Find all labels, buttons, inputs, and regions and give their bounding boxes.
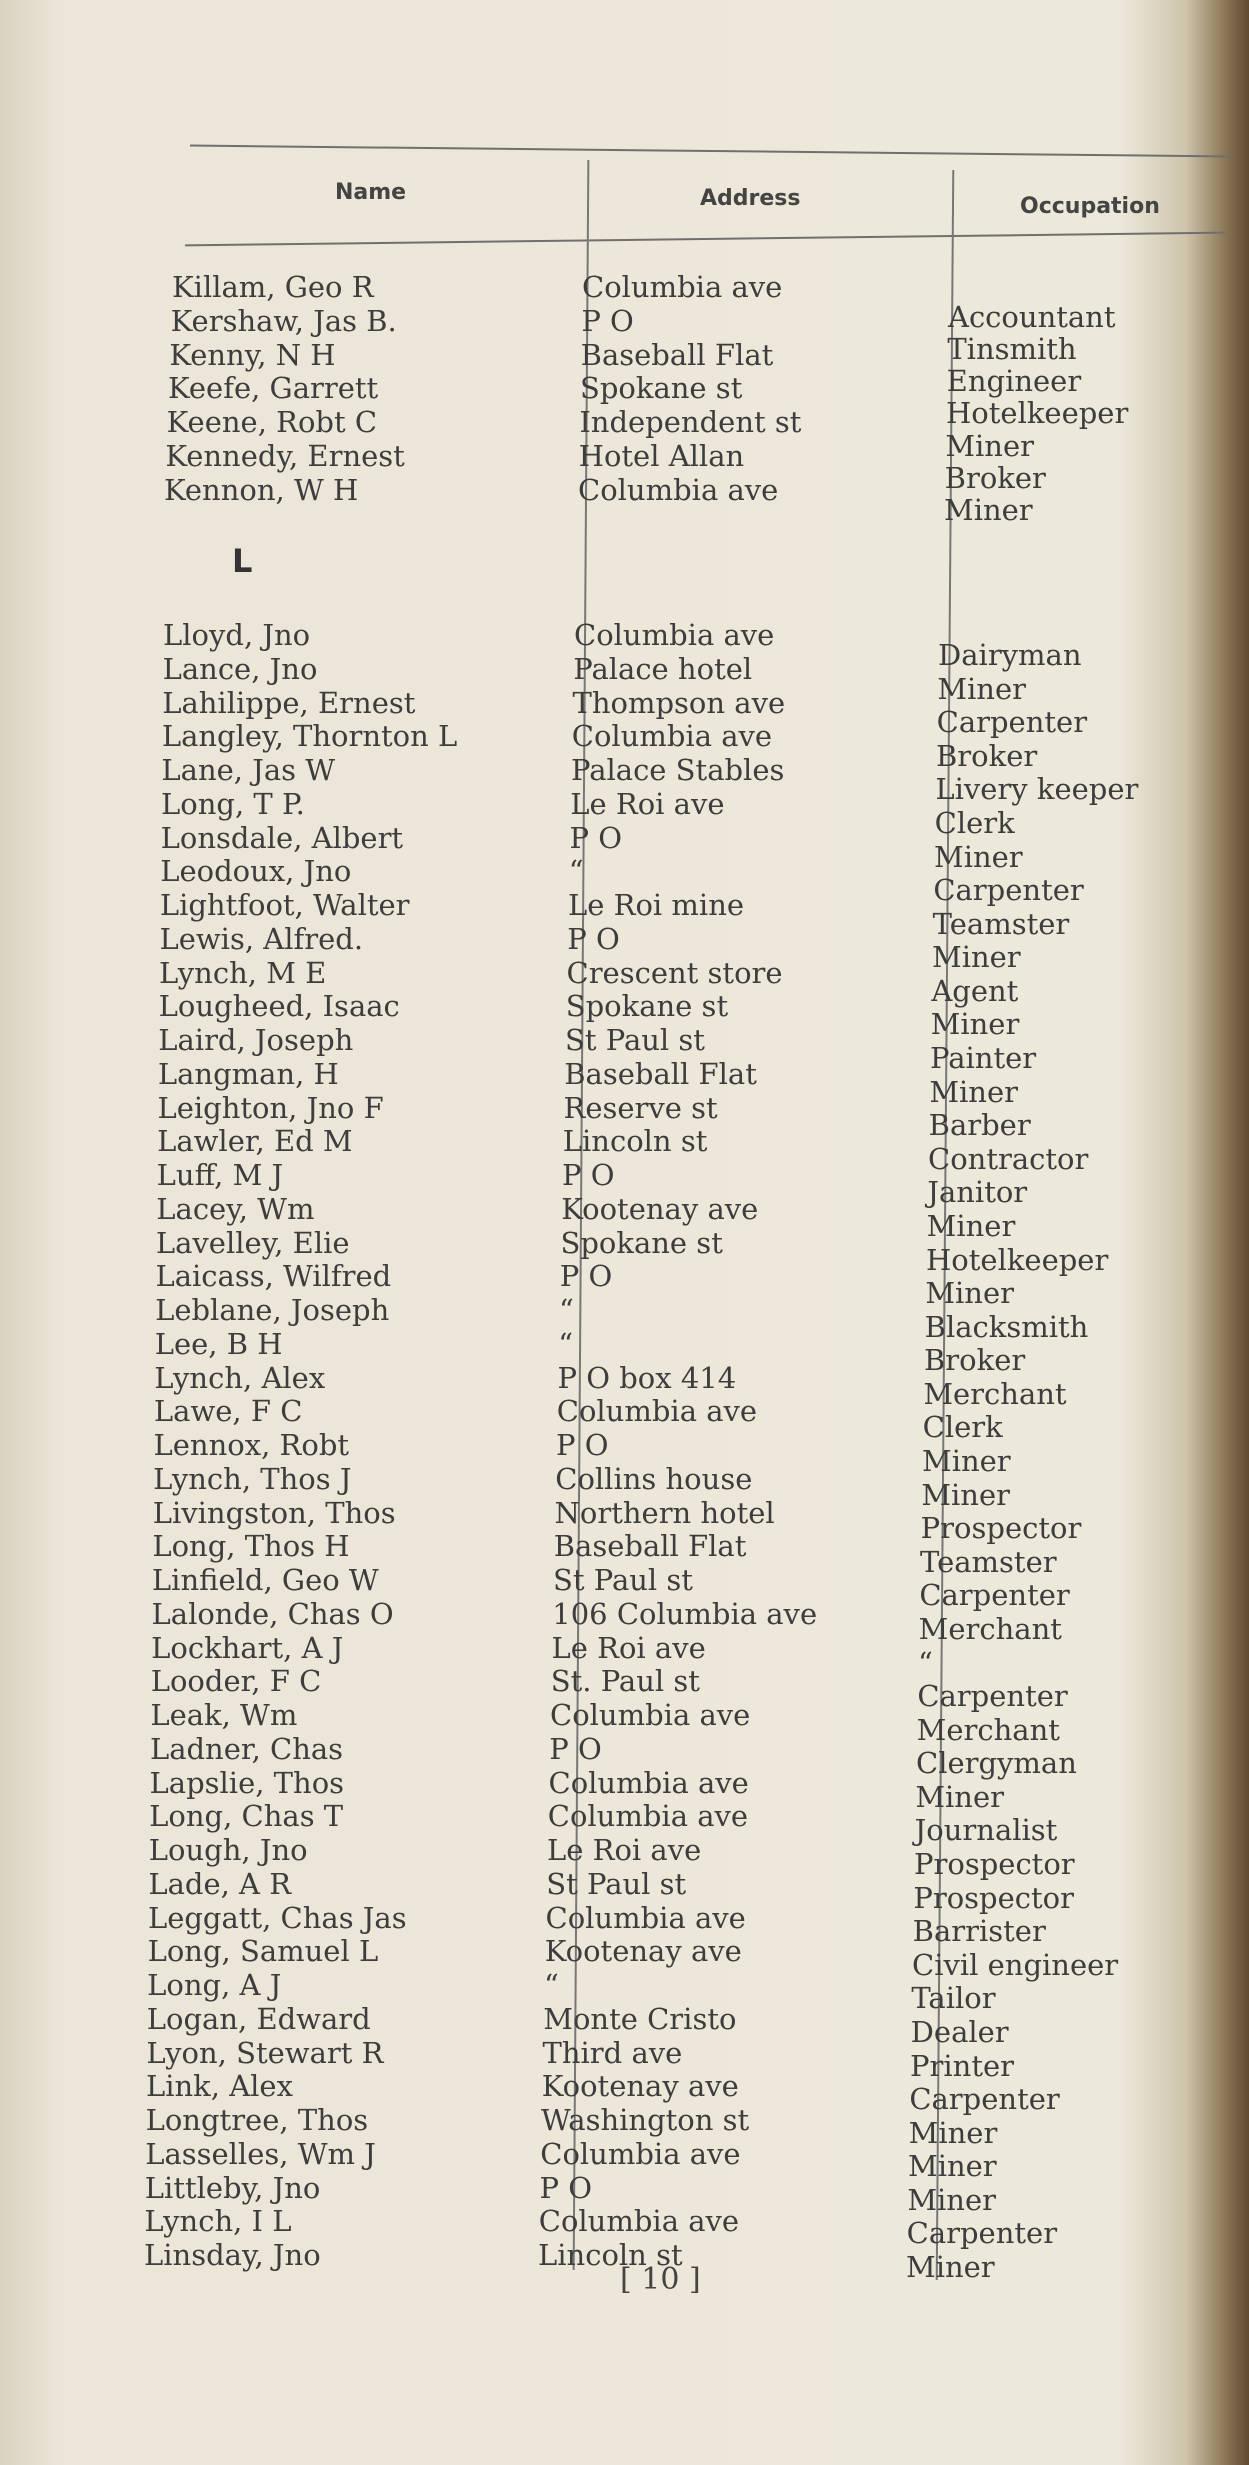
entry-occupation: Miner <box>907 2182 996 2217</box>
entry-address: Palace Stables <box>571 753 785 787</box>
entry-name: Laicass, Wilfred <box>155 1259 392 1294</box>
entry-name: Lawler, Ed M <box>157 1124 353 1159</box>
entry-name: Kennon, W H <box>164 472 359 507</box>
entry-address: Columbia ave <box>550 1698 751 1732</box>
entry-occupation: Tinsmith <box>947 332 1077 367</box>
entry-address: Columbia ave <box>545 1900 746 1935</box>
entry-occupation: Merchant <box>923 1376 1067 1411</box>
entry-address: St Paul st <box>546 1866 687 1901</box>
entry-name: Ladner, Chas <box>149 1731 344 1766</box>
entry-address: P O box 414 <box>557 1360 737 1395</box>
column-header-occupation: Occupation <box>1020 194 1160 219</box>
entry-address: St Paul st <box>553 1563 693 1597</box>
entry-occupation: Merchant <box>916 1712 1060 1747</box>
entry-address: Columbia ave <box>538 2204 740 2239</box>
entry-occupation: Miner <box>921 1477 1010 1512</box>
entry-address: Kootenay ave <box>541 2069 739 2104</box>
entry-address: Baseball Flat <box>580 337 774 372</box>
directory-row <box>0 2170 1249 2217</box>
entry-address: Kootenay ave <box>561 1191 759 1226</box>
entry-occupation: Hotelkeeper <box>926 1242 1109 1277</box>
entry-occupation: Prospector <box>920 1511 1082 1546</box>
directory-row <box>0 1698 1249 1747</box>
entry-occupation: Miner <box>945 428 1034 463</box>
entry-occupation: Miner <box>929 1074 1018 1109</box>
entry-occupation: Miner <box>906 2250 995 2284</box>
entry-occupation: Miner <box>922 1444 1011 1478</box>
entry-occupation: Miner <box>926 1208 1016 1243</box>
entry-occupation: Janitor <box>927 1175 1028 1210</box>
directory-row <box>0 1563 1249 1613</box>
entry-name: Littleby, Jno <box>144 2170 321 2205</box>
entry-name: Leighton, Jno F <box>157 1090 384 1125</box>
directory-row <box>0 1799 1249 1848</box>
entry-address: 106 Columbia ave <box>552 1596 818 1631</box>
entry-name: Lasselles, Wm J <box>145 2136 376 2171</box>
directory-row <box>0 1428 1249 1478</box>
entry-occupation: Printer <box>910 2048 1015 2083</box>
entry-name: Looder, F C <box>150 1664 322 1699</box>
entry-address: “ <box>568 854 584 889</box>
entry-address: Columbia ave <box>571 719 773 754</box>
entry-name: Langley, Thornton L <box>161 719 458 754</box>
entry-address: Columbia ave <box>556 1394 758 1429</box>
entry-occupation: Prospector <box>914 1847 1075 1881</box>
directory-row <box>0 1731 1249 1781</box>
entry-address: Hotel Allan <box>578 439 745 473</box>
entry-occupation: Clergyman <box>916 1746 1077 1781</box>
entry-name: Langman, H <box>157 1056 339 1091</box>
entry-occupation: Miner <box>934 839 1023 874</box>
directory-row <box>0 2069 1249 2117</box>
directory-row <box>0 2035 1249 2083</box>
entry-name: Lapslie, Thos <box>149 1765 345 1800</box>
entry-name: Lacey, Wm <box>156 1191 315 1226</box>
entry-address: Le Roi ave <box>570 786 725 821</box>
entry-name: Lynch, Thos J <box>153 1461 352 1496</box>
directory-row <box>0 2103 1249 2150</box>
entry-name: Logan, Edward <box>146 2001 371 2036</box>
header-bottom-rule <box>185 232 1225 247</box>
entry-name: Lalonde, Chas O <box>151 1596 394 1631</box>
entry-occupation: Dairyman <box>938 638 1082 672</box>
entry-address: St. Paul st <box>550 1664 700 1699</box>
entry-name: Lonsdale, Albert <box>160 820 404 855</box>
entry-name: Linsday, Jno <box>144 2238 321 2272</box>
entry-name: Lynch, I L <box>144 2204 292 2239</box>
entry-address: “ <box>559 1293 574 1327</box>
entry-occupation: Carpenter <box>933 873 1084 908</box>
entry-address: Collins house <box>555 1461 753 1496</box>
directory-row <box>0 1900 1249 1949</box>
entry-occupation: Clerk <box>934 805 1015 840</box>
entry-occupation: Painter <box>930 1041 1037 1075</box>
entry-address: P O <box>549 1731 602 1766</box>
entry-occupation: Miner <box>925 1276 1014 1311</box>
entry-name: Lavelley, Elie <box>155 1225 350 1260</box>
entry-name: Long, Thos H <box>152 1529 350 1564</box>
directory-row <box>0 1664 1249 1714</box>
directory-row <box>0 2204 1249 2251</box>
entry-address: P O <box>567 921 620 956</box>
entry-name: Lynch, M E <box>159 955 327 990</box>
directory-row <box>0 1596 1249 1646</box>
entry-name: Luff, M J <box>156 1158 284 1192</box>
entry-occupation: Barber <box>928 1108 1031 1143</box>
entry-name: Killam, Geo R <box>172 270 374 304</box>
entry-name: Kershaw, Jas B. <box>170 303 397 338</box>
entry-occupation: Carpenter <box>906 2216 1058 2251</box>
directory-row <box>0 1866 1249 1915</box>
entry-address: Le Roi mine <box>568 888 745 922</box>
entry-address: P O <box>556 1428 609 1462</box>
directory-row <box>0 1461 1249 1512</box>
entry-address: Baseball Flat <box>564 1056 757 1091</box>
directory-row <box>0 2136 1249 2184</box>
entry-name: Lennox, Robt <box>153 1428 350 1462</box>
entry-address: Lincoln st <box>562 1124 708 1159</box>
entry-address: Lincoln st <box>538 2238 683 2272</box>
entry-address: Columbia ave <box>582 270 783 304</box>
entry-occupation: Prospector <box>913 1880 1074 1915</box>
entry-address: P O <box>539 2170 593 2205</box>
entry-address: Third ave <box>542 2035 683 2070</box>
entry-address: Reserve st <box>563 1090 718 1125</box>
entry-occupation: Carpenter <box>917 1679 1068 1714</box>
entry-name: Lougheed, Isaac <box>158 989 400 1024</box>
entry-address: Washington st <box>541 2103 750 2137</box>
entry-name: Lane, Jas W <box>161 753 336 787</box>
entry-name: Lynch, Alex <box>154 1360 326 1395</box>
entry-address: Northern hotel <box>554 1495 775 1530</box>
entry-occupation: Miner <box>908 2115 998 2150</box>
entry-address: Le Roi ave <box>551 1630 706 1665</box>
entry-address: Columbia ave <box>574 618 775 652</box>
entry-occupation: Miner <box>937 671 1026 706</box>
column-header-name: Name <box>335 180 407 205</box>
entry-occupation: Teamster <box>932 906 1070 941</box>
entry-occupation: Carpenter <box>909 2082 1060 2117</box>
entry-name: Leodoux, Jno <box>160 854 352 889</box>
page-number: [ 10 ] <box>620 2262 701 2297</box>
entry-name: Laird, Joseph <box>158 1023 354 1057</box>
entry-address: St Paul st <box>565 1023 705 1057</box>
entry-address: Monte Cristo <box>543 2001 737 2036</box>
directory-row <box>0 1968 1249 2016</box>
entry-occupation: “ <box>918 1645 933 1680</box>
entry-address: Columbia ave <box>548 1765 749 1800</box>
entry-name: Long, Samuel L <box>147 1934 379 1969</box>
entry-name: Lough, Jno <box>148 1833 308 1867</box>
entry-name: Lightfoot, Walter <box>159 888 410 922</box>
entry-name: Lance, Jno <box>162 651 318 686</box>
section-letter: L <box>232 542 253 580</box>
directory-row <box>0 1529 1249 1579</box>
entry-name: Lockhart, A J <box>151 1630 344 1665</box>
entry-occupation: Miner <box>915 1779 1004 1814</box>
entry-address: Spokane st <box>580 371 743 406</box>
entry-name: Lyon, Stewart R <box>146 2035 384 2070</box>
directory-row <box>0 1934 1249 1982</box>
entry-name: Lawe, F C <box>153 1394 303 1429</box>
directory-row <box>0 2001 1249 2049</box>
entry-occupation: Miner <box>932 940 1021 975</box>
entry-name: Livingston, Thos <box>152 1495 396 1530</box>
directory-row <box>0 1765 1249 1814</box>
entry-name: Lloyd, Jno <box>163 618 311 652</box>
entry-address: Spokane st <box>565 989 729 1024</box>
entry-occupation: Teamster <box>920 1544 1057 1579</box>
directory-row <box>0 1495 1249 1546</box>
entry-name: Longtree, Thos <box>145 2103 369 2137</box>
entry-name: Lewis, Alfred. <box>159 921 364 956</box>
entry-occupation: Merchant <box>918 1611 1062 1646</box>
entry-occupation: Contractor <box>928 1141 1089 1176</box>
entry-address: Independent st <box>579 405 802 440</box>
header-top-rule <box>190 145 1230 158</box>
entry-occupation: Clerk <box>922 1410 1003 1445</box>
entry-address: Spokane st <box>560 1225 723 1260</box>
entry-address: P O <box>562 1158 615 1192</box>
entry-occupation: Hotelkeeper <box>946 396 1129 431</box>
entry-occupation: Broker <box>936 738 1038 773</box>
entry-name: Leblane, Joseph <box>155 1293 390 1327</box>
entry-name: Link, Alex <box>145 2069 293 2104</box>
directory-row <box>0 1833 1249 1881</box>
entry-address: P O <box>559 1259 613 1294</box>
entry-address: P O <box>569 820 623 855</box>
entry-occupation: Miner <box>908 2149 997 2184</box>
entry-name: Lahilippe, Ernest <box>162 685 416 720</box>
entry-name: Keene, Robt C <box>166 405 378 440</box>
directory-row <box>0 472 1249 527</box>
entry-occupation: Carpenter <box>919 1578 1070 1613</box>
entry-address: Baseball Flat <box>553 1529 747 1564</box>
entry-address: Le Roi ave <box>547 1833 702 1867</box>
entry-name: Linfield, Geo W <box>151 1563 379 1597</box>
entry-occupation: Carpenter <box>936 705 1088 740</box>
entry-occupation: Civil engineer <box>912 1947 1119 1982</box>
entry-occupation: Blacksmith <box>924 1309 1089 1344</box>
entry-name: Long, Chas T <box>149 1799 344 1834</box>
entry-name: Long, T P. <box>161 786 305 821</box>
entry-name: Keefe, Garrett <box>168 371 379 406</box>
entry-address: “ <box>544 1968 559 2002</box>
entry-address: P O <box>581 303 634 338</box>
entry-name: Leggatt, Chas Jas <box>147 1900 407 1935</box>
entry-address: Thompson ave <box>572 685 786 720</box>
entry-name: Lee, B H <box>154 1326 283 1361</box>
entry-address: Kootenay ave <box>544 1934 742 1969</box>
entry-occupation: Miner <box>944 492 1033 527</box>
entry-name: Leak, Wm <box>150 1698 298 1732</box>
entry-address: Columbia ave <box>547 1799 749 1834</box>
entry-address: “ <box>558 1326 574 1361</box>
entry-occupation: Accountant <box>948 300 1116 334</box>
entry-name: Kennedy, Ernest <box>165 439 405 473</box>
entry-occupation: Journalist <box>914 1813 1058 1848</box>
column-header-address: Address <box>700 186 801 211</box>
entry-address: Crescent store <box>566 955 783 990</box>
entry-occupation: Engineer <box>946 364 1082 399</box>
entry-name: Long, A J <box>147 1968 282 2002</box>
entry-occupation: Barrister <box>912 1914 1046 1949</box>
entry-occupation: Dealer <box>910 2014 1009 2049</box>
entry-occupation: Agent <box>931 973 1019 1008</box>
entry-occupation: Broker <box>944 460 1046 495</box>
entry-address: Palace hotel <box>573 651 753 686</box>
directory-row <box>0 1630 1249 1680</box>
entry-occupation: Miner <box>930 1007 1020 1042</box>
entry-occupation: Broker <box>924 1343 1026 1378</box>
entry-name: Lade, A R <box>148 1866 292 1901</box>
entry-address: Columbia ave <box>578 472 779 507</box>
entry-address: Columbia ave <box>540 2136 741 2171</box>
entry-name: Kenny, N H <box>169 337 336 372</box>
entry-occupation: Tailor <box>911 1981 996 2016</box>
entry-occupation: Livery keeper <box>935 772 1139 807</box>
